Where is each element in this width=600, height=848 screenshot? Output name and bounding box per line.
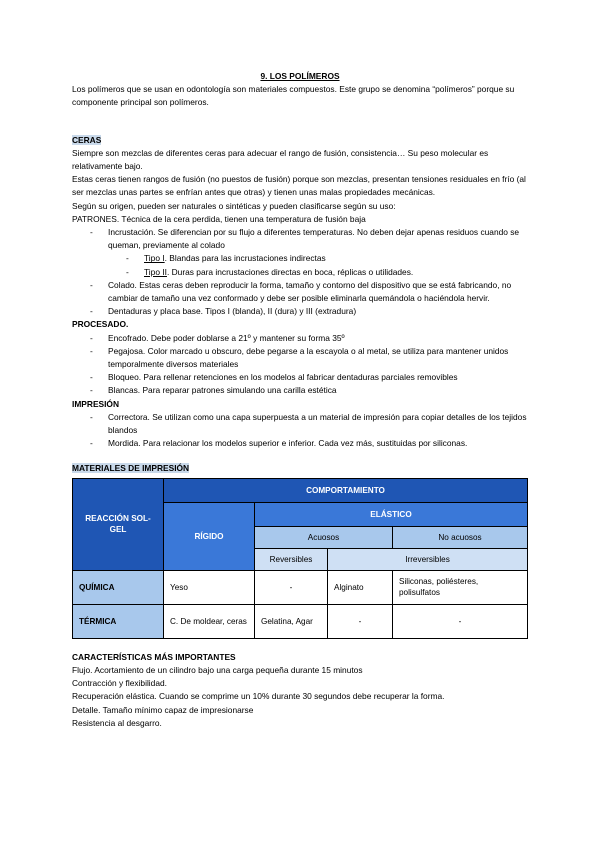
list-item: - Dentaduras y placa base. Tipos I (blanda), II (dura) y III (extradura) — [72, 305, 528, 318]
list-item: - Pegajosa. Color marcado u obscuro, debe pegarse a la escayola o al metal, se utiliza para mantener unidos temporalmente diversos materiales — [72, 345, 528, 371]
header-rigido: RÍGIDO — [164, 502, 255, 570]
list-item — [72, 266, 528, 279]
header-elastico: ELÁSTICO — [255, 502, 528, 526]
document-page — [72, 70, 528, 730]
patrones-label: PATRONES. — [72, 213, 120, 224]
impresion-list — [72, 411, 528, 451]
page-title: 9. LOS POLÍMEROS — [260, 71, 340, 81]
tipo-text: . Blandas para las incrustaciones indirectas — [164, 253, 326, 264]
ceras-paragraph-2: Estas ceras tienen rangos de fusión (no puestos de fusión) porque son mezclas, presentan tensiones residuales en frío (al ser mezclas unas partes se enfrían antes que otras) y tienen unas malas propiedades mecánicas. — [72, 174, 526, 198]
patrones-text: Técnica de la cera perdida, tienen una temperatura de fusión baja — [119, 213, 366, 224]
list-item: - Mordida. Para relacionar los modelos superior e inferior. Cada vez más, sustituidas por siliconas. — [72, 437, 528, 450]
caracteristica-item: Flujo. Acortamiento de un cilindro bajo una carga pequeña durante 15 minutos — [72, 664, 363, 675]
tipo-label: Tipo I — [144, 253, 165, 264]
procesado-list — [72, 332, 528, 398]
impresion-label: IMPRESIÓN — [72, 398, 119, 409]
cell-irreversibles-2: Siliconas, poliésteres, polisulfatos — [393, 570, 528, 604]
intro-paragraph: Los polímeros que se usan en odontología son materiales compuestos. Este grupo se denomina “polímeros” porque su componente principal son polímeros. — [72, 84, 515, 108]
header-irreversibles: Irreversibles — [328, 548, 528, 570]
cell-irreversibles-2: - — [393, 604, 528, 638]
table-row — [73, 604, 528, 638]
list-item: - Bloqueo. Para rellenar retenciones en los modelos al fabricar dentaduras parciales removibles — [72, 371, 528, 384]
caracteristica-item: Resistencia al desgarro. — [72, 717, 162, 728]
header-acuosos: Acuosos — [255, 526, 393, 548]
patrones-line — [72, 213, 528, 226]
tipo-label: Tipo II — [144, 266, 167, 277]
cell-reversibles: - — [255, 570, 328, 604]
header-reaccion: REACCIÓN SOL-GEL — [73, 478, 164, 570]
patrones-list — [72, 226, 528, 252]
ceras-paragraph-3: Según su origen, pueden ser naturales o sintéticas y pueden clasificarse según su uso: — [72, 200, 396, 211]
patrones-list-cont — [72, 279, 528, 319]
table-row — [73, 570, 528, 604]
ceras-paragraph-1: Siempre son mezclas de diferentes ceras para adecuar el rango de fusión, consistencia… Su peso molecular es relativamente bajo. — [72, 147, 489, 172]
list-item: - Colado. Estas ceras deben reproducir la forma, tamaño y contorno del dispositivo que se está fabricando, no cambiar de tamaño una vez conformado y debe ser posible eliminarla quemándola o haciéndola hervir. — [72, 279, 528, 305]
cell-irreversibles-1: Alginato — [328, 570, 393, 604]
header-no-acuosos: No acuosos — [393, 526, 528, 548]
procesado-label: PROCESADO. — [72, 319, 129, 330]
list-item: - Incrustación. Se diferencian por su flujo a diferentes temperaturas. No deben dejar apenas residuos cuando se queman, previamente al colado — [72, 226, 528, 252]
caracteristicas-heading: CARACTERÍSTICAS MÁS IMPORTANTES — [72, 651, 236, 662]
list-item: - Encofrado. Debe poder doblarse a 21º y mantener su forma 35º — [72, 332, 528, 345]
row-label: TÉRMICA — [73, 604, 164, 638]
tipos-list — [72, 252, 528, 278]
cell-reversibles: Gelatina, Agar — [255, 604, 328, 638]
ceras-heading: CERAS — [72, 134, 102, 145]
list-item — [72, 252, 528, 265]
materiales-heading: MATERIALES DE IMPRESIÓN — [72, 463, 190, 474]
caracteristica-item: Detalle. Tamaño mínimo capaz de impresionarse — [72, 704, 254, 715]
row-label: QUÍMICA — [73, 570, 164, 604]
header-reversibles: Reversibles — [255, 548, 328, 570]
caracteristica-item: Contracción y flexibilidad. — [72, 678, 167, 689]
cell-rigido: C. De moldear, ceras — [164, 604, 255, 638]
caracteristica-item: Recuperación elástica. Cuando se comprime un 10% durante 30 segundos debe recuperar la forma. — [72, 691, 445, 702]
cell-irreversibles-1: - — [328, 604, 393, 638]
header-comportamiento: COMPORTAMIENTO — [164, 478, 528, 502]
tipo-text: . Duras para incrustaciones directas en boca, réplicas o utilidades. — [166, 266, 414, 277]
list-item: - Blancas. Para reparar patrones simulando una carilla estética — [72, 384, 528, 397]
list-item: - Correctora. Se utilizan como una capa superpuesta a un material de impresión para copiar detalles de los tejidos blandos — [72, 411, 528, 437]
cell-rigido: Yeso — [164, 570, 255, 604]
materiales-table — [72, 478, 528, 639]
